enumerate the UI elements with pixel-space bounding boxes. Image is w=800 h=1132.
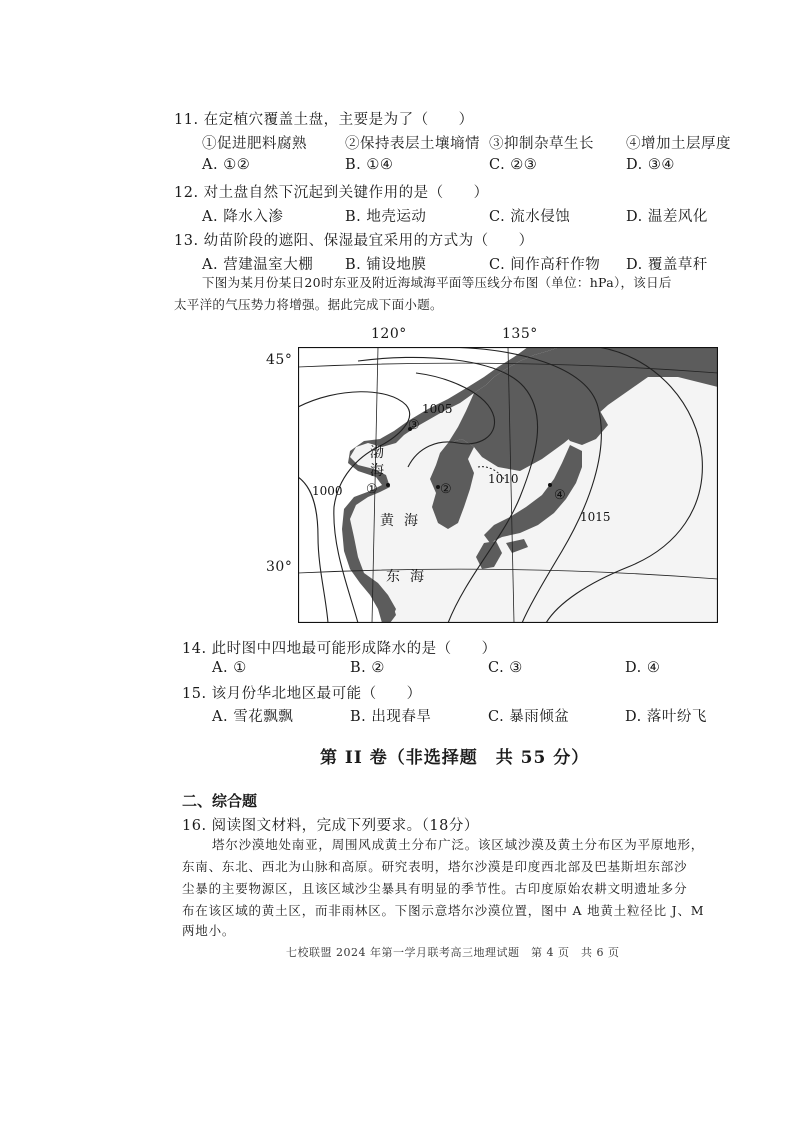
q13-option-b: B. 铺设地膜 (345, 257, 427, 273)
q16-text-line-3: 尘暴的主要物源区，且该区域沙尘暴具有明显的季节性。古印度原始农耕文明遗址多分 (182, 881, 688, 896)
point-4-label: ④ (554, 488, 566, 503)
isobar-map (298, 347, 718, 623)
q11-option-a: A. ①② (202, 157, 251, 173)
isobar-label-1010: 1010 (488, 472, 519, 486)
q14-stem: 14. 此时图中四地最可能形成降水的是（ ） (182, 641, 497, 657)
q12-option-c: C. 流水侵蚀 (489, 209, 571, 225)
q16-text-line-1: 塔尔沙漠地处南亚，周围风成黄土分布广泛。该区域沙漠及黄土分布区为平原地形， (212, 837, 705, 852)
q14-option-d: D. ④ (625, 660, 661, 676)
q11-item-2: ②保持表层土壤墒情 (345, 136, 480, 152)
q14-option-b: B. ② (350, 660, 385, 676)
q14-option-c: C. ③ (488, 660, 523, 676)
q16-text-line-4: 布在该区域的黄土区，而非雨林区。下图示意塔尔沙漠位置，图中 A 地黄土粒径比 J、M (182, 903, 705, 918)
map-intro-line-2: 太平洋的气压势力将增强。据此完成下面小题。 (174, 297, 443, 312)
q12-option-b: B. 地壳运动 (345, 209, 427, 225)
isobar-label-1000: 1000 (312, 484, 343, 498)
q13-option-a: A. 营建温室大棚 (202, 257, 314, 273)
q16-text-line-5: 两地小。 (182, 923, 236, 938)
sea-label-bo-1: 渤 (370, 445, 384, 461)
lon-label-120: 120° (371, 326, 407, 342)
point-1-dot (386, 483, 390, 487)
lon-label-135: 135° (502, 326, 538, 342)
sea-label-bo-2: 海 (370, 463, 384, 479)
isobar-label-1015: 1015 (580, 510, 611, 524)
map-intro-line-1: 下图为某月份某日20时东亚及附近海域海平面等压线分布图（单位：hPa），该日后 (202, 275, 672, 290)
q12-option-a: A. 降水入渗 (202, 209, 284, 225)
q13-stem: 13. 幼苗阶段的遮阳、保湿最宜采用的方式为（ ） (174, 233, 534, 249)
q11-item-4: ④增加土层厚度 (626, 136, 731, 152)
sea-label-dong-2: 海 (410, 569, 424, 585)
page-footer: 七校联盟 2024 年第一学月联考高三地理试题 第 4 页 共 6 页 (286, 946, 620, 959)
q15-option-b: B. 出现春旱 (350, 709, 432, 725)
q15-option-d: D. 落叶纷飞 (625, 709, 707, 725)
q11-option-b: B. ①④ (345, 157, 394, 173)
q11-option-c: C. ②③ (489, 157, 538, 173)
sea-label-huang-1: 黄 (380, 513, 394, 529)
lat-label-30: 30° (266, 559, 293, 575)
sea-label-dong-1: 东 (386, 569, 400, 585)
q16-stem: 16. 阅读图文材料，完成下列要求。（18分） (182, 818, 479, 834)
q11-item-3: ③抑制杂草生长 (489, 136, 594, 152)
q12-stem: 12. 对土盘自然下沉起到关键作用的是（ ） (174, 185, 489, 201)
isobar-label-1005: 1005 (422, 402, 453, 416)
q12-option-d: D. 温差风化 (626, 209, 708, 225)
q13-option-c: C. 间作高秆作物 (489, 257, 601, 273)
lat-label-45: 45° (266, 352, 293, 368)
q11-item-1: ①促进肥料腐熟 (202, 136, 307, 152)
q15-option-a: A. 雪花飘飘 (212, 709, 294, 725)
q14-option-a: A. ① (212, 660, 247, 676)
q13-option-d: D. 覆盖草秆 (626, 257, 708, 273)
q11-stem: 11. 在定植穴覆盖土盘，主要是为了（ ） (174, 112, 474, 128)
isobar-map-svg (298, 347, 718, 623)
point-2-label: ② (440, 482, 452, 497)
q11-option-d: D. ③④ (626, 157, 675, 173)
point-1-label: ① (366, 482, 378, 497)
sea-label-huang-2: 海 (404, 513, 418, 529)
point-3-label: ③ (408, 418, 420, 433)
q15-stem: 15. 该月份华北地区最可能（ ） (182, 686, 422, 702)
q15-option-c: C. 暴雨倾盆 (488, 709, 570, 725)
part-2-title: 第 II 卷（非选择题 共 55 分） (320, 748, 590, 768)
point-4-dot (548, 483, 552, 487)
q16-text-line-2: 东南、东北、西北为山脉和高原。研究表明，塔尔沙漠是印度西北部及巴基斯坦东部沙 (182, 859, 688, 874)
section-2-title: 二、综合题 (182, 792, 258, 810)
